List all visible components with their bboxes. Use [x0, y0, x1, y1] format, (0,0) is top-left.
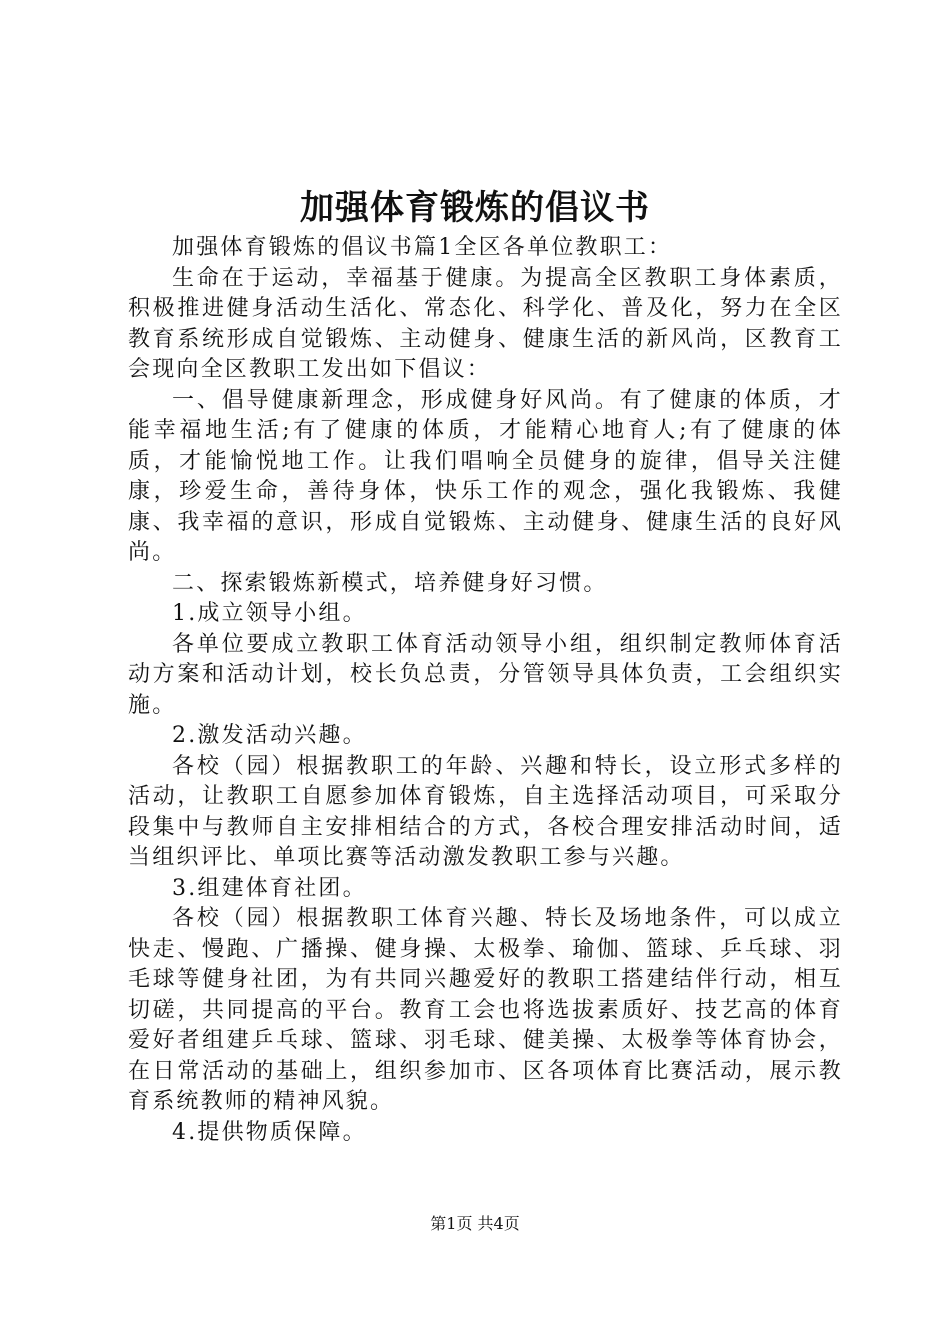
subsection-heading: 4.提供物质保障。 [172, 1119, 367, 1145]
paragraph: 各单位要成立教职工体育活动领导小组，组织制定教师体育活动方案和活动计划，校长负总责，分管领导具体负责，工会组织实施。 [128, 631, 843, 718]
paragraph: 一、倡导健康新理念，形成健身好风尚。有了健康的体质，才能幸福地生活;有了健康的体质，才能精心地育人;有了健康的体质，才能愉悦地工作。让我们唱响全员健身的旋律，倡导关注健康，珍爱生命，善待身体，快乐工作的观念，强化我锻炼、我健康、我幸福的意识，形成自觉锻炼、主动健身、健康生活的良好风尚。 [128, 387, 843, 565]
section-heading: 二、探索锻炼新模式，培养健身好习惯。 [172, 570, 608, 596]
document-body [128, 233, 843, 1148]
document-title: 加强体育锻炼的倡议书 [300, 188, 650, 228]
page-footer: 第1页 共4页 [430, 1214, 520, 1233]
paragraph-salutation: 加强体育锻炼的倡议书篇1全区各单位教职工： [172, 235, 673, 260]
paragraph: 各校（园）根据教职工体育兴趣、特长及场地条件，可以成立快走、慢跑、广播操、健身操、太极拳、瑜伽、篮球、乒乓球、羽毛球等健身社团，为有共同兴趣爱好的教职工搭建结伴行动，相互切磋，共同提高的平台。教育工会也将选拔素质好、技艺高的体育爱好者组建乒乓球、篮球、羽毛球、健美操、太极拳等体育协会，在日常活动的基础上，组织参加市、区各项体育比赛活动，展示教育系统教师的精神风貌。 [128, 906, 843, 1114]
paragraph: 各校（园）根据教职工的年龄、兴趣和特长，设立形式多样的活动，让教职工自愿参加体育锻炼，自主选择活动项目，可采取分段集中与教师自主安排相结合的方式，各校合理安排活动时间，适当组织评比、单项比赛等活动激发教职工参与兴趣。 [128, 753, 843, 870]
subsection-heading: 1.成立领导小组。 [172, 601, 367, 626]
paragraph: 生命在于运动，幸福基于健康。为提高全区教职工身体素质，积极推进健身活动生活化、常态化、科学化、普及化，努力在全区教育系统形成自觉锻炼、主动健身、健康生活的新风尚，区教育工会现向全区教职工发出如下倡议： [128, 265, 843, 382]
subsection-heading: 2.激发活动兴趣。 [172, 723, 367, 748]
subsection-heading: 3.组建体育社团。 [172, 875, 367, 901]
